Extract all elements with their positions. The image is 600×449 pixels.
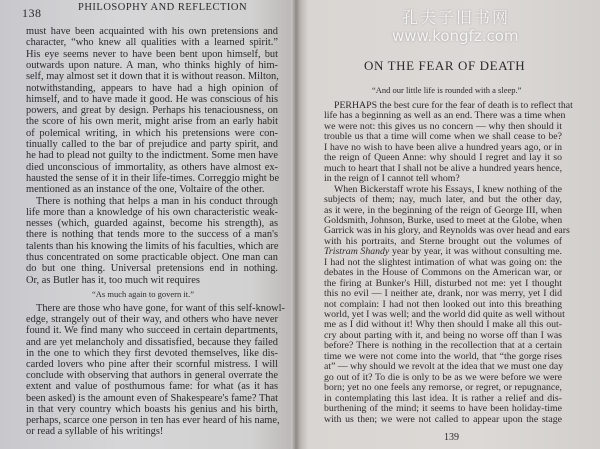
text-line: the score of his own merit, might arise from an early habit (26, 116, 278, 128)
text-line: There are those who have gone, for want of this self-knowl- (36, 303, 286, 314)
page-number-left: 138 (22, 6, 42, 20)
text-line: perhaps, scarce one person in ten has ever heard of his name, (26, 415, 280, 426)
text-line: character, “who knew all qualities with a learned spirit.” (26, 37, 278, 49)
watermark-logo-text: 孔夫子旧书网 (402, 8, 511, 27)
text-line: been asked) is the amount even of Shakespeare's fame? That (26, 392, 278, 404)
text-line: PERHAPS the best cure for the fear of death is to reflect that (334, 100, 573, 111)
right-page (296, 0, 600, 449)
text-line: carded lovers who pine after their scornful mistress. I will (26, 359, 278, 370)
text-line: trouble us that a time will come when we shall cease to be? (324, 131, 562, 143)
text-line: before? There is nothing in the recollection that at a certain (324, 340, 562, 352)
text-line: Goldsmith, Johnson, Burke, used to meet at the Globe, when (324, 214, 563, 226)
text-line: outwards upon nature. A man, who thinks highly of him- (26, 59, 278, 71)
text-line: I had not the slightest intimation of what was going on: the (324, 256, 562, 268)
text-line: burthening of the mind; it seems to have been holiday-time (324, 403, 562, 415)
text-line: time we were not come into the world, that “the gorge rises (324, 350, 562, 362)
text-line: and are yet melancholy and dissatisfied, because they failed (26, 336, 278, 348)
text-line: there is nothing that tends more to the success of a man's (26, 229, 278, 241)
text-line: world, yet I was well; and the world did quite as well without (324, 309, 565, 320)
left-page (0, 0, 296, 449)
text-line: of polemical writing, in which his pretensions were con- (26, 127, 278, 139)
text-line: I have no wish to have been alive a hundred years ago, or in (324, 141, 562, 153)
text-line: conclude with observing that authors in general overrate the (26, 370, 278, 382)
text-line: self, may almost set it down that it is without reason. Milton, (26, 71, 279, 83)
text-line: tinually called to the bar of prejudice and party spirit, and (26, 139, 278, 150)
text-line: as it were, in the beginning of the reign of George III, when (324, 204, 562, 216)
text-line: much to heart that I shall not be alive a hundred years hence, (324, 162, 563, 174)
text-line: or read a syllable of his writings! (26, 426, 164, 438)
text-line: subjects of them; nay, much later, and but the other day, (324, 194, 562, 206)
text-line: extent and value of posthumous fame: for what (as it has (26, 381, 278, 393)
verse-quote: “As much again to govern it.” (92, 289, 194, 299)
text-line: this no evil — I neither ate, drank, nor was merry, yet I did (324, 288, 562, 300)
text-line: hausted the sense of it in their life-times. Correggio might be (26, 172, 280, 184)
text-line: the firing at Bunker's Hill, disturbed not me: yet I thought (324, 277, 562, 289)
text-line: not complain: I had not then looked out into this breathing (324, 298, 562, 310)
text-line: himself, and to have made it good. He was conscious of his (26, 93, 278, 105)
text-line: in contemplating this last idea. It is rather a relief and dis- (324, 392, 562, 404)
text-line: do but one thing. Universal pretensions end in nothing. (26, 263, 278, 275)
text-line: talents than his knowing the limits of his faculties, which are (26, 240, 279, 252)
epigraph: “And our little life is rounded with a sleep.” (372, 85, 522, 95)
text-line: cry about parting with it, and being no worse off than I was (324, 329, 562, 341)
text-line: Garrick was in his glory, and Reynolds was over head and ears (324, 225, 570, 237)
text-line: There is nothing that helps a man in his conduct through (36, 195, 278, 207)
text-line: thus concentrated on some practicable object. One man can (26, 252, 278, 263)
text-line: in the reign of I cannot tell whom? (324, 173, 460, 185)
text-line: go out of it? To die is only to be as we were before we were (324, 371, 562, 383)
chapter-title: ON THE FEAR OF DEATH (364, 58, 526, 73)
text-line: Tristram Shandy year by year, it was without consulting me. (324, 246, 563, 258)
text-line: found it. We find many who succeed in certain departments, (26, 325, 278, 337)
text-line: mentioned as an instance of the one, Voltaire of the other. (26, 184, 265, 196)
text-line: life more than a knowledge of his own characteristic weak- (26, 206, 278, 218)
text-line: life has a beginning as well as an end. There was a time when (324, 110, 566, 122)
page-number-right: 139 (444, 432, 459, 443)
text-line: died unconscious of immortality, as others have almost ex- (26, 161, 278, 173)
text-line: powers, and great by design. Perhaps his tenaciousness, on (26, 105, 278, 117)
text-line: at” — why should we revolt at the idea that we must one day (324, 361, 564, 373)
watermark-url: www.kongfz.com (392, 27, 519, 45)
book-spine (291, 0, 301, 449)
text-line: in that very country which boasts his genius and his birth, (26, 403, 278, 415)
text-line: When Bickerstaff wrote his Essays, I knew nothing of the (334, 183, 562, 195)
text-line: the reign of Queen Anne: why should I regret and lay it so (324, 152, 562, 164)
text-line: born; yet no one feels any remorse, or regret, or repugnance, (324, 382, 562, 394)
text-line: debates in the House of Commons on the American war, or (324, 267, 562, 279)
text-line: with his portraits, and Sterne brought out the volumes of (324, 235, 562, 247)
text-line: His eye seems never to have been bent upon himself, but (26, 48, 278, 60)
text-line: me as I did without it! Why then should I make all this out- (324, 319, 562, 331)
text-line: Or, as Butler has it, too much wit requires (26, 274, 200, 286)
text-line: we were not: this gives us no concern — why then should it (324, 120, 562, 132)
watermark (392, 8, 519, 45)
text-line: notwithstanding, appears to have had a high opinion of (26, 82, 278, 94)
text-line: edge, strangely out of their way, and others who have never (26, 314, 278, 326)
text-line: he had to plead not guilty to the indictment. Some men have (26, 150, 278, 162)
text-line: nesses (which, guarded against, become his strength), as (26, 218, 278, 230)
text-line: in the one to which they first devoted themselves, like dis- (26, 347, 278, 359)
text-line: with us then; we were not called to appear upon the stage (324, 413, 562, 425)
running-head: PHILOSOPHY AND REFLECTION (78, 2, 248, 13)
text-line: must have been acquainted with his own pretensions and (26, 26, 278, 37)
